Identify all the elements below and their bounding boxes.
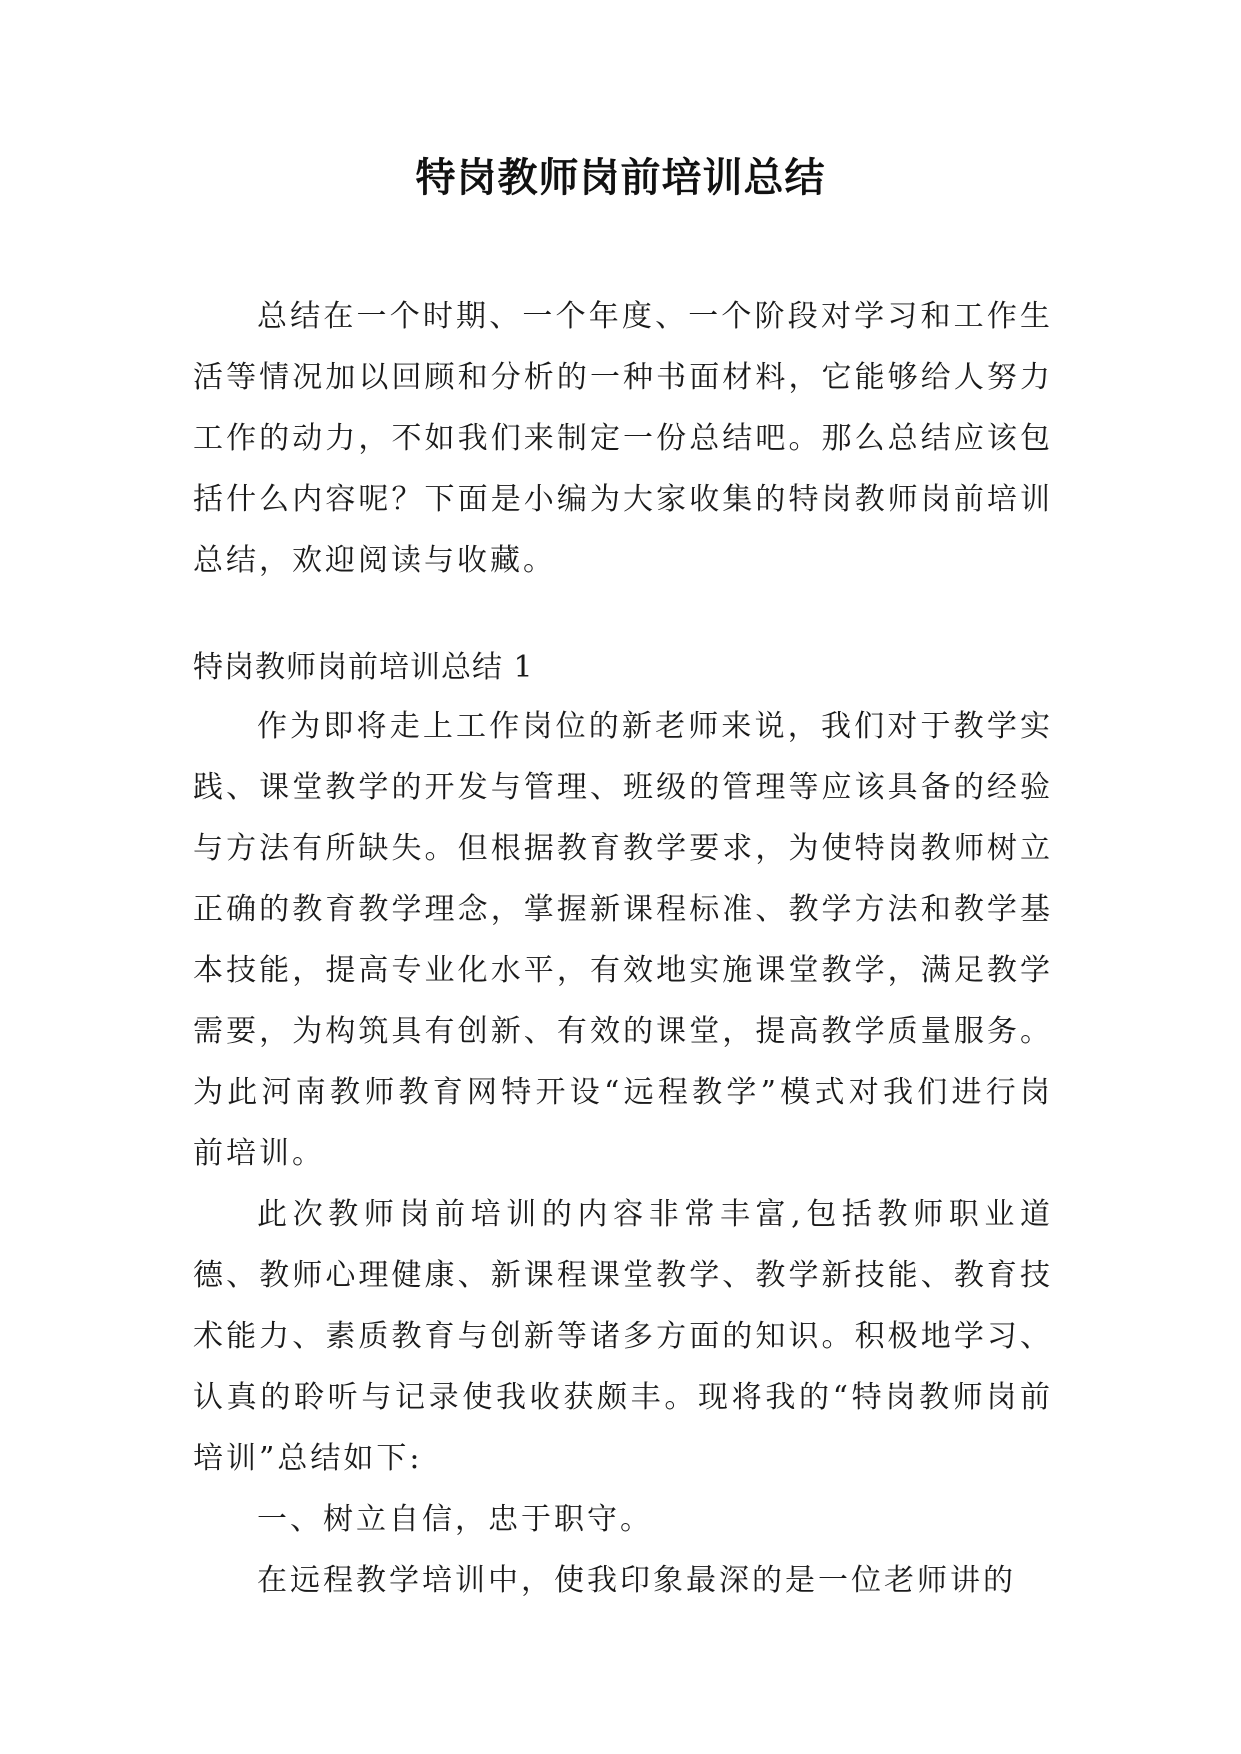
body-paragraph: 此次教师岗前培训的内容非常丰富,包括教师职业道德、教师心理健康、新课程课堂教学、教学新技能、教育技术能力、素质教育与创新等诸多方面的知识。积极地学习、认真的聆听与记录使我收获颇丰。现将我的“特岗教师岗前培训”总结如下:: [193, 1197, 1053, 1476]
intro-paragraph: 总结在一个时期、一个年度、一个阶段对学习和工作生活等情况加以回顾和分析的一种书面材料，它能够给人努力工作的动力，不如我们来制定一份总结吧。那么总结应该包括什么内容呢？下面是小编为大家收集的特岗教师岗前培训总结，欢迎阅读与收藏。: [193, 299, 1053, 578]
section-heading: 特岗教师岗前培训总结 1: [193, 650, 534, 685]
document-title: 特岗教师岗前培训总结: [415, 154, 826, 201]
section-content: [193, 696, 1053, 1611]
subheading-paragraph: 一、树立自信，忠于职守。: [257, 1502, 653, 1537]
body-paragraph: 作为即将走上工作岗位的新老师来说，我们对于教学实践、课堂教学的开发与管理、班级的管理等应该具备的经验与方法有所缺失。但根据教育教学要求，为使特岗教师树立正确的教育教学理念，掌握新课程标准、教学方法和教学基本技能，提高专业化水平，有效地实施课堂教学，满足教学需要，为构筑具有创新、有效的课堂，提高教学质量服务。为此河南教师教育网特开设“远程教学”模式对我们进行岗前培训。: [193, 709, 1053, 1171]
body-paragraph: 在远程教学培训中，使我印象最深的是一位老师讲的: [257, 1563, 1016, 1598]
